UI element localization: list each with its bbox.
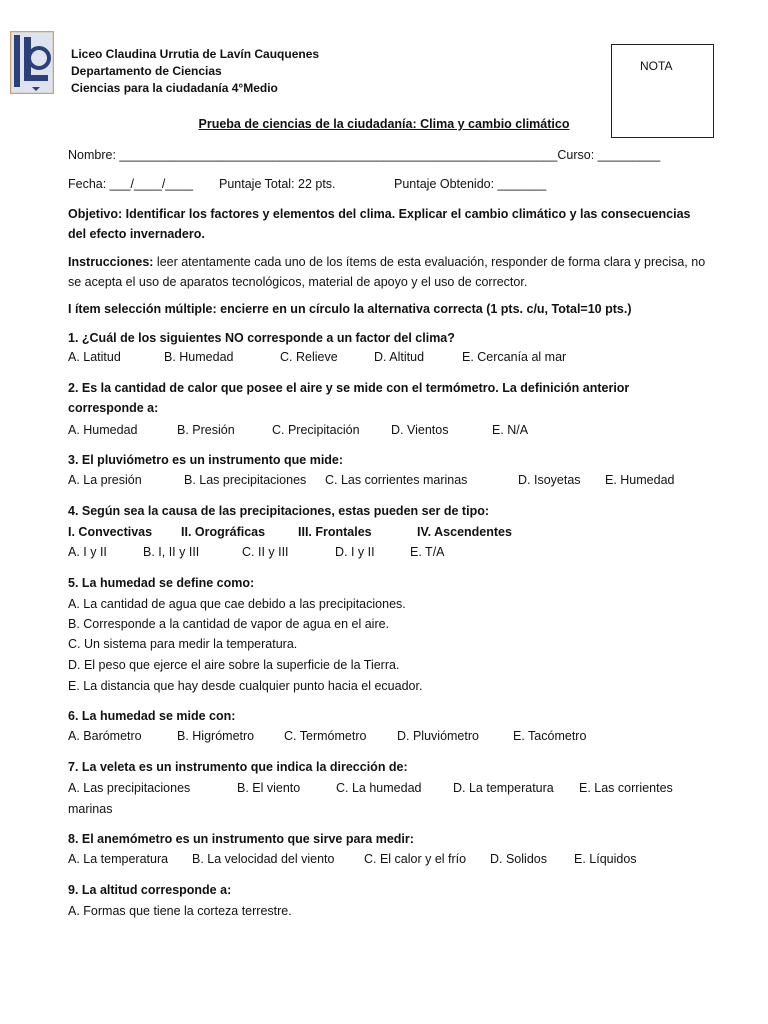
course-name: Ciencias para la ciudadanía 4°Medio (71, 81, 278, 95)
option[interactable]: C. El calor y el frío (364, 852, 467, 866)
option[interactable]: B. El viento (237, 781, 301, 795)
option[interactable]: B. I, II y III (143, 545, 200, 559)
objective: Objetivo: Identificar los factores y elementos del clima. Explicar el cambio climático y las consecuencias del efecto invernadero. (68, 207, 691, 241)
instructions-label: Instrucciones: (68, 255, 154, 269)
option[interactable]: C. Precipitación (272, 423, 360, 437)
option[interactable]: A. La temperatura (68, 852, 169, 866)
option[interactable]: B. Corresponde a la cantidad de vapor de agua en el aire. (68, 617, 390, 631)
school-logo (10, 31, 54, 94)
obtained-score-field[interactable]: Puntaje Obtenido: _______ (394, 177, 547, 191)
option[interactable]: C. Termómetro (284, 729, 367, 743)
department-name: Departamento de Ciencias (71, 64, 222, 78)
option[interactable]: E. N/A (492, 423, 529, 437)
option[interactable]: C. Las corrientes marinas (325, 473, 468, 487)
question-1: 1. ¿Cuál de los siguientes NO corresponde a un factor del clima? (68, 331, 455, 345)
option[interactable]: A. La cantidad de agua que cae debido a las precipitaciones. (68, 597, 406, 611)
question-7: 7. La veleta es un instrumento que indica la dirección de: (68, 760, 408, 774)
option[interactable]: C. II y III (242, 545, 289, 559)
option[interactable]: D. Altitud (374, 350, 425, 364)
question-2: 2. Es la cantidad de calor que posee el aire y se mide con el termómetro. La definición anterior corresponde a: (68, 381, 630, 415)
option[interactable]: E. Tacómetro (513, 729, 587, 743)
type-item: I. Convectivas (68, 525, 153, 539)
type-item: III. Frontales (298, 525, 372, 539)
school-name: Liceo Claudina Urrutia de Lavín Cauquenes (71, 47, 320, 61)
name-field[interactable]: Nombre: _______________________________________________________________Curso: _________ (68, 148, 661, 162)
question-9: 9. La altitud corresponde a: (68, 883, 232, 897)
option[interactable]: C. Un sistema para medir la temperatura. (68, 637, 298, 651)
option[interactable]: D. Solidos (490, 852, 547, 866)
type-item: II. Orográficas (181, 525, 266, 539)
option[interactable]: D. La temperatura (453, 781, 554, 795)
option[interactable]: D. El peso que ejerce el aire sobre la superficie de la Tierra. (68, 658, 400, 672)
total-score: Puntaje Total: 22 pts. (219, 177, 336, 191)
school-header (71, 46, 319, 97)
option[interactable]: A. Formas que tiene la corteza terrestre. (68, 904, 292, 918)
option[interactable]: C. La humedad (336, 781, 422, 795)
question-5: 5. La humedad se define como: (68, 576, 255, 590)
option[interactable]: E. Las corrientes (579, 781, 673, 795)
type-item: IV. Ascendentes (417, 525, 512, 539)
question-3: 3. El pluviómetro es un instrumento que mide: (68, 453, 344, 467)
option[interactable]: D. Pluviómetro (397, 729, 479, 743)
option[interactable]: A. I y II (68, 545, 107, 559)
option[interactable]: D. Vientos (391, 423, 449, 437)
option[interactable]: E. Líquidos (574, 852, 637, 866)
grade-box-label: NOTA (640, 59, 673, 73)
option[interactable]: B. Las precipitaciones (184, 473, 307, 487)
option[interactable]: E. Cercanía al mar (462, 350, 567, 364)
instructions (68, 252, 708, 292)
option[interactable]: B. Presión (177, 423, 235, 437)
option-continuation: marinas (68, 802, 113, 816)
question-6: 6. La humedad se mide con: (68, 709, 236, 723)
option[interactable]: A. Humedad (68, 423, 138, 437)
item-heading: I ítem selección múltiple: encierre en un círculo la alternativa correcta (1 pts. c/u, Total=10 pts.) (68, 302, 632, 316)
option[interactable]: A. Las precipitaciones (68, 781, 191, 795)
option[interactable]: E. Humedad (605, 473, 675, 487)
option[interactable]: A. La presión (68, 473, 142, 487)
option[interactable]: A. Barómetro (68, 729, 142, 743)
option[interactable]: D. Isoyetas (518, 473, 581, 487)
date-field[interactable]: Fecha: ___/____/____ (68, 177, 194, 191)
option[interactable]: E. La distancia que hay desde cualquier punto hacia el ecuador. (68, 679, 423, 693)
option[interactable]: B. La velocidad del viento (192, 852, 335, 866)
option[interactable]: E. T/A (410, 545, 445, 559)
option[interactable]: D. I y II (335, 545, 375, 559)
option[interactable]: B. Humedad (164, 350, 234, 364)
question-8: 8. El anemómetro es un instrumento que sirve para medir: (68, 832, 414, 846)
question-4: 4. Según sea la causa de las precipitaciones, estas pueden ser de tipo: (68, 504, 489, 518)
option[interactable]: A. Latitud (68, 350, 121, 364)
instructions-text: leer atentamente cada uno de los ítems de esta evaluación, responder de forma clara y precisa, no se acepta el uso de aparatos tecnológicos, material de apoyo y el uso de corrector. (68, 255, 706, 289)
exam-title: Prueba de ciencias de la ciudadanía: Clima y cambio climático (198, 117, 570, 131)
option[interactable]: C. Relieve (280, 350, 338, 364)
option[interactable]: B. Higrómetro (177, 729, 255, 743)
